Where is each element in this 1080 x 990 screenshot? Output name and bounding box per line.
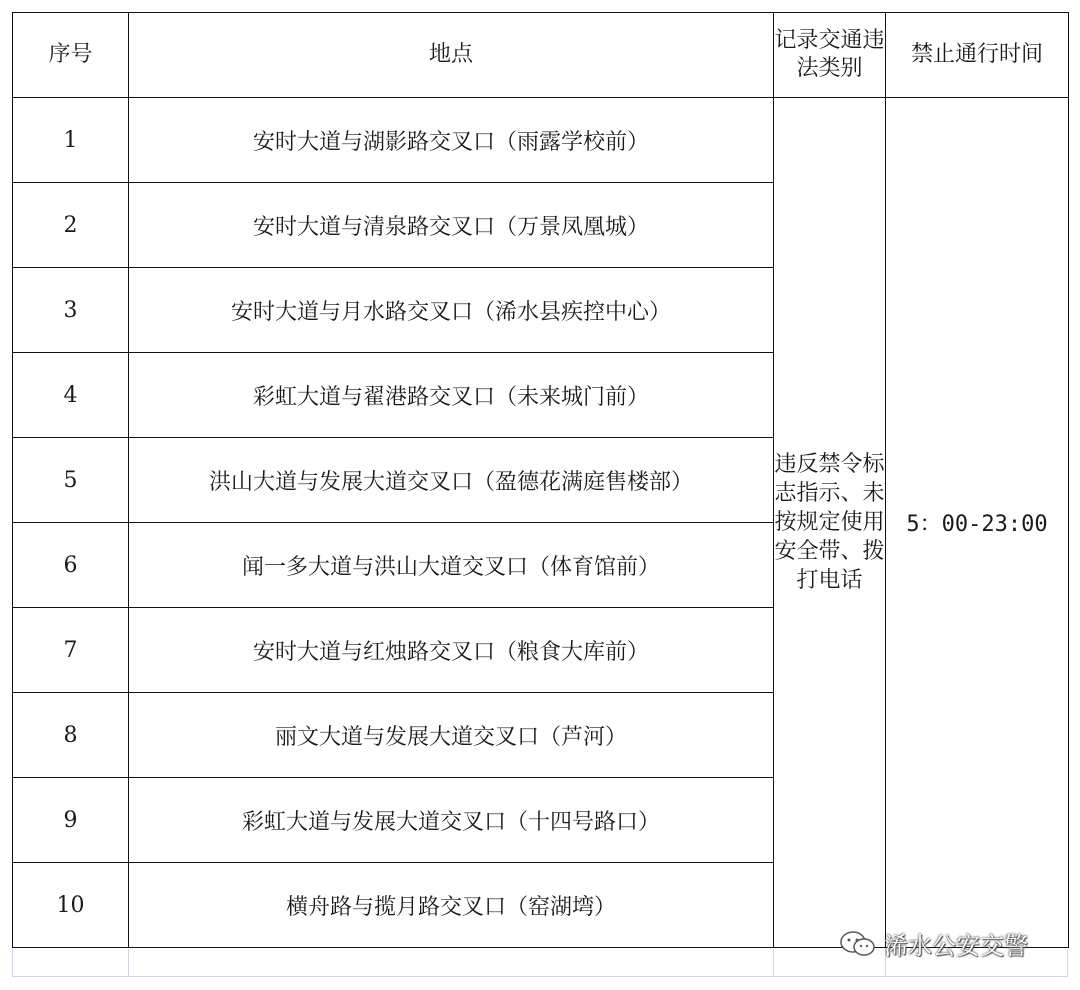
header-time: 禁止通行时间	[886, 13, 1069, 98]
row-location: 安时大道与湖影路交叉口（雨露学校前）	[129, 98, 774, 183]
header-row	[13, 13, 1069, 98]
row-location: 安时大道与红烛路交叉口（粮食大库前）	[129, 608, 774, 693]
prohibited-time-cell: 5：00-23:00	[886, 98, 1069, 948]
wechat-icon	[838, 929, 878, 959]
violation-category-cell: 违反禁令标志指示、未按规定使用安全带、拨打电话	[774, 98, 886, 948]
row-index: 10	[13, 863, 129, 948]
row-location: 彩虹大道与翟港路交叉口（未来城门前）	[129, 353, 774, 438]
row-location: 安时大道与清泉路交叉口（万景凤凰城）	[129, 183, 774, 268]
watermark	[838, 926, 1028, 961]
violation-locations-table	[12, 12, 1069, 948]
header-category: 记录交通违法类别	[774, 13, 886, 98]
footer-divider	[773, 949, 774, 976]
row-index: 5	[13, 438, 129, 523]
row-index: 1	[13, 98, 129, 183]
row-location: 丽文大道与发展大道交叉口（芦河）	[129, 693, 774, 778]
row-index: 4	[13, 353, 129, 438]
row-index: 6	[13, 523, 129, 608]
row-index: 2	[13, 183, 129, 268]
row-location: 安时大道与月水路交叉口（浠水县疾控中心）	[129, 268, 774, 353]
table-row	[13, 98, 1069, 183]
header-location: 地点	[129, 13, 774, 98]
row-index: 7	[13, 608, 129, 693]
row-location: 洪山大道与发展大道交叉口（盈德花满庭售楼部）	[129, 438, 774, 523]
row-index: 8	[13, 693, 129, 778]
row-location: 彩虹大道与发展大道交叉口（十四号路口）	[129, 778, 774, 863]
row-index: 3	[13, 268, 129, 353]
row-index: 9	[13, 778, 129, 863]
row-location: 闻一多大道与洪山大道交叉口（体育馆前）	[129, 523, 774, 608]
footer-divider	[128, 949, 129, 976]
row-location: 横舟路与揽月路交叉口（窑湖塆）	[129, 863, 774, 948]
header-index: 序号	[13, 13, 129, 98]
watermark-text: 浠水公安交警	[884, 932, 1028, 960]
